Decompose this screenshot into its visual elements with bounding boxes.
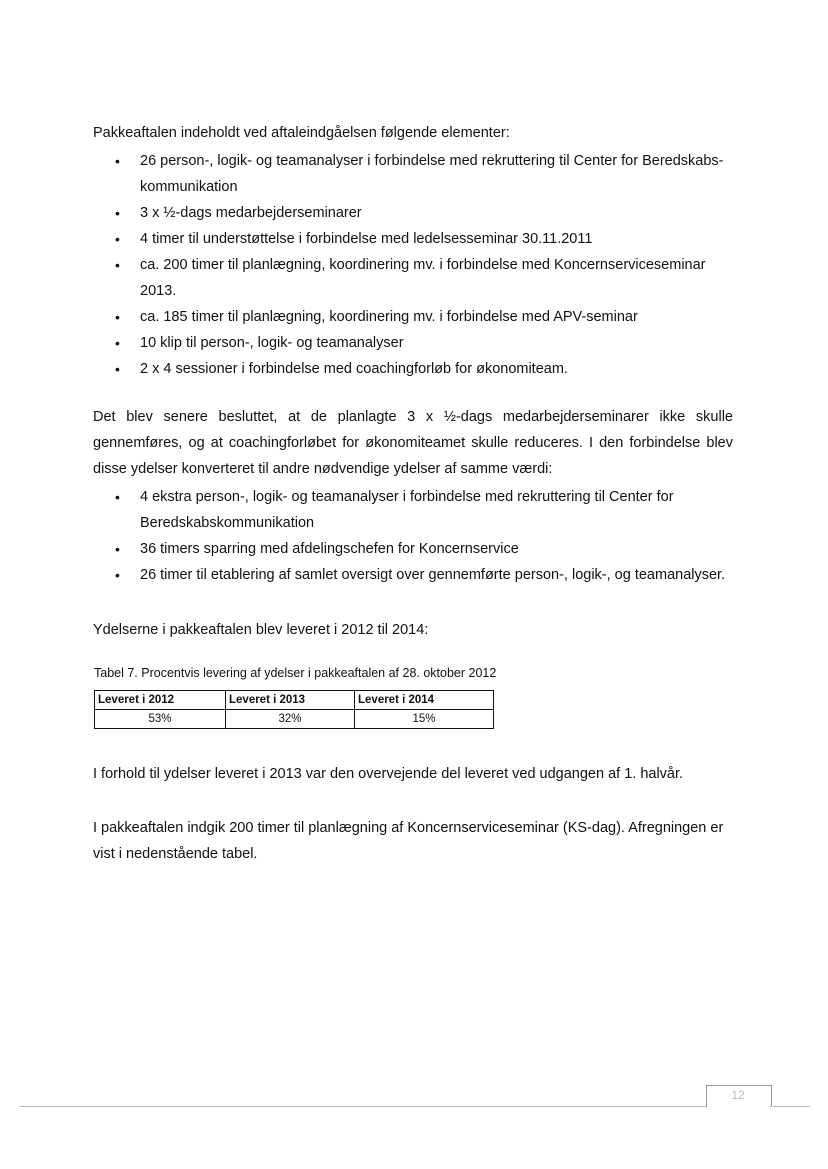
table-header-row <box>95 691 494 710</box>
delivery-table <box>94 690 494 729</box>
table-header: Leveret i 2012 <box>95 691 226 710</box>
decision-paragraph: Det blev senere besluttet, at de planlagte 3 x ½-dags medarbejderseminarer ikke skulle gennemføres, og at coachingforløbet for økonomiteamet skulle reduceres. I den forbindelse blev disse ydelser konverteret til andre nødvendige ydelser af samme værdi: <box>93 409 733 477</box>
page-number: 12 <box>731 1088 745 1102</box>
h1-paragraph: I forhold til ydelser leveret i 2013 var den overvejende del leveret ved udgangen af 1. halvår. <box>93 766 684 782</box>
list-item: • 36 timers sparring med afdelingschefen for Koncernservice <box>115 536 735 562</box>
list-item: • 3 x ½-dags medarbejderseminarer <box>115 200 735 226</box>
list-item: • 26 person-, logik- og teamanalyser i forbindelse med rekruttering til Center for Beredskabs-kommunikation <box>115 148 735 200</box>
list-item: • 2 x 4 sessioner i forbindelse med coachingforløb for økonomiteam. <box>115 356 735 382</box>
table-header: Leveret i 2013 <box>226 691 355 710</box>
list-item: • 4 ekstra person-, logik- og teamanalyser i forbindelse med rekruttering til Center for Beredskabskommunikation <box>115 484 735 536</box>
table-row <box>95 710 494 729</box>
list-item: • ca. 185 timer til planlægning, koordinering mv. i forbindelse med APV-seminar <box>115 304 735 330</box>
footer-rule-right <box>770 1106 810 1107</box>
list-item: • 4 timer til understøttelse i forbindelse med ledelsesseminar 30.11.2011 <box>115 226 735 252</box>
delivery-paragraph: Ydelserne i pakkeaftalen blev leveret i 2012 til 2014: <box>93 622 429 638</box>
table-cell: 32% <box>226 710 355 729</box>
footer-rule-left <box>20 1106 706 1107</box>
ks-paragraph: I pakkeaftalen indgik 200 timer til planlægning af Koncernserviceseminar (KS-dag). Afregningen er vist i nedenstående tabel. <box>93 820 724 862</box>
table-caption: Tabel 7. Procentvis levering af ydelser i pakkeaftalen af 28. oktober 2012 <box>94 666 497 680</box>
intro-paragraph: Pakkeaftalen indeholdt ved aftaleindgåelsen følgende elementer: <box>93 125 510 141</box>
converted-list <box>115 484 735 588</box>
table-cell: 15% <box>355 710 494 729</box>
list-item: • 10 klip til person-, logik- og teamanalyser <box>115 330 735 356</box>
list-item: • 26 timer til etablering af samlet oversigt over gennemførte person-, logik-, og teamanalyser. <box>115 562 735 588</box>
table-cell: 53% <box>95 710 226 729</box>
table-header: Leveret i 2014 <box>355 691 494 710</box>
list-item: • ca. 200 timer til planlægning, koordinering mv. i forbindelse med Koncernserviceseminar 2013. <box>115 252 735 304</box>
element-list <box>115 148 735 382</box>
